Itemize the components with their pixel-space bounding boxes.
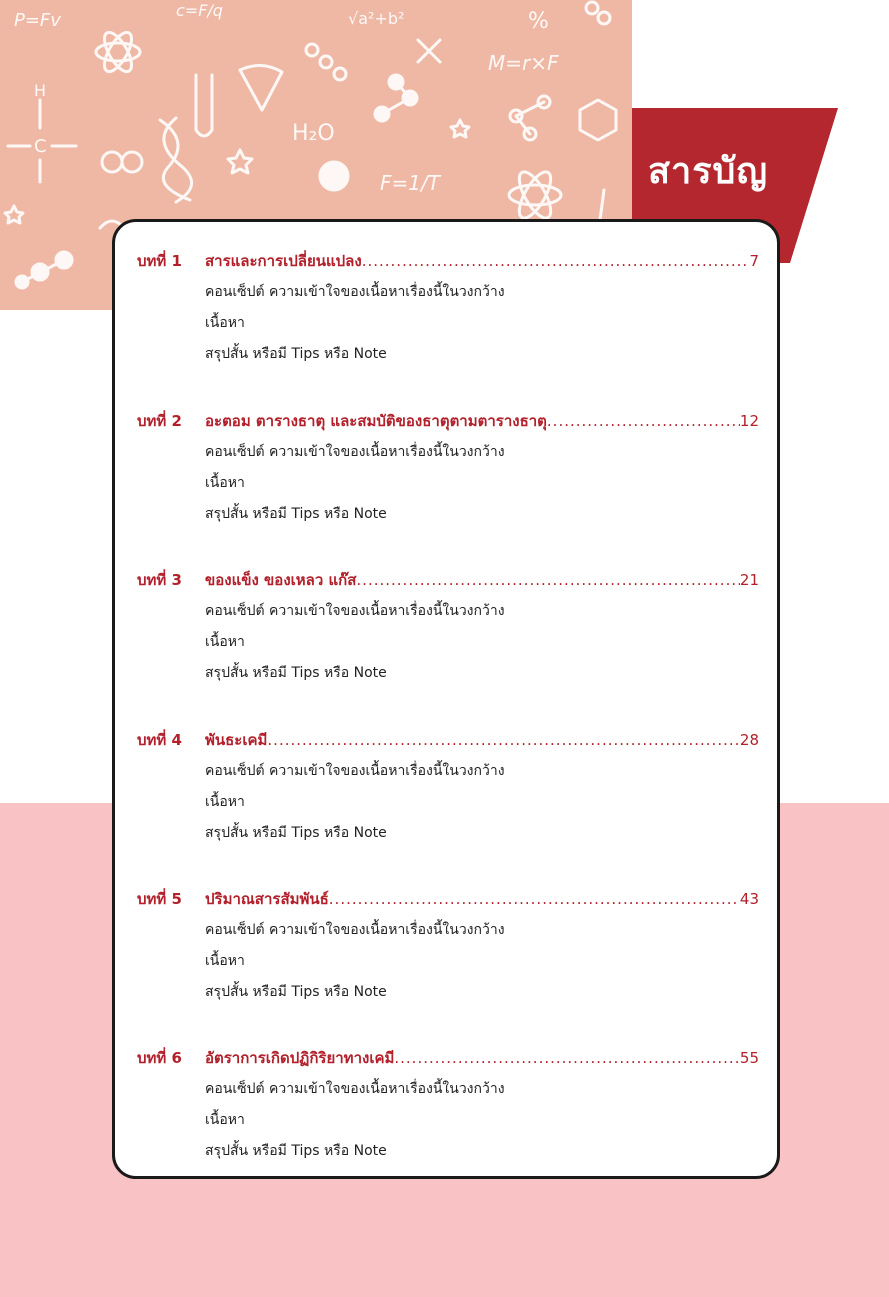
dot-leader <box>329 890 740 908</box>
chapter-1 <box>137 249 759 370</box>
page-number: 12 <box>739 412 759 430</box>
page-number: 43 <box>739 890 759 908</box>
chapter-3 <box>137 568 759 689</box>
sub-item-summary: สรุปสั้น หรือมี Tips หรือ Note <box>205 1143 387 1159</box>
formula-cfq: c=F/q <box>176 1 223 20</box>
chapter-title: ปริมาณสารสัมพันธ์ <box>205 890 329 908</box>
chapter-number: บทที่ 5 <box>137 890 182 908</box>
chapter-heading[interactable] <box>137 409 759 437</box>
sub-item-summary: สรุปสั้น หรือมี Tips หรือ Note <box>205 825 387 841</box>
page-number: 21 <box>739 571 759 589</box>
dot-leader <box>267 731 740 749</box>
chapter-heading[interactable] <box>137 728 759 756</box>
c-label: C <box>34 136 47 157</box>
table-of-contents <box>112 219 780 1179</box>
sub-item-content: เนื้อหา <box>205 953 245 969</box>
sub-item-summary: สรุปสั้น หรือมี Tips หรือ Note <box>205 506 387 522</box>
sub-item-summary: สรุปสั้น หรือมี Tips หรือ Note <box>205 346 387 362</box>
dot-leader <box>356 571 740 589</box>
formula-sqrt: √a²+b² <box>348 9 405 28</box>
page-title: สารบัญ <box>648 151 769 192</box>
chapter-number: บทที่ 4 <box>137 731 182 749</box>
chapter-heading[interactable] <box>137 568 759 596</box>
h-label: H <box>34 81 47 100</box>
formula-h2o: H₂O <box>292 121 335 146</box>
dot-leader <box>362 252 750 270</box>
chapter-2 <box>137 409 759 530</box>
chapter-title: พันธะเคมี <box>205 731 268 749</box>
sub-item-concept: คอนเซ็ปต์ ความเข้าใจของเนื้อหาเรื่องนี้ในวงกว้าง <box>205 763 505 779</box>
sub-item-content: เนื้อหา <box>205 634 245 650</box>
chapter-heading[interactable] <box>137 249 759 277</box>
dot-leader <box>547 412 740 430</box>
chapter-title: อะตอม ตารางธาตุ และสมบัติของธาตุตามตารางธาตุ <box>205 412 547 430</box>
sub-item-summary: สรุปสั้น หรือมี Tips หรือ Note <box>205 665 387 681</box>
chapter-number: บทที่ 2 <box>137 412 182 430</box>
chapter-title: อัตราการเกิดปฏิกิริยาทางเคมี <box>205 1049 395 1067</box>
sub-item-content: เนื้อหา <box>205 794 245 810</box>
sub-item-concept: คอนเซ็ปต์ ความเข้าใจของเนื้อหาเรื่องนี้ในวงกว้าง <box>205 284 505 300</box>
chapter-5 <box>137 887 759 1008</box>
sub-item-summary: สรุปสั้น หรือมี Tips หรือ Note <box>205 984 387 1000</box>
chapter-heading[interactable] <box>137 887 759 915</box>
chapter-title: สารและการเปลี่ยนแปลง <box>205 252 362 270</box>
formula-pfv: P=Fv <box>14 10 61 31</box>
sub-item-content: เนื้อหา <box>205 475 245 491</box>
sub-item-concept: คอนเซ็ปต์ ความเข้าใจของเนื้อหาเรื่องนี้ในวงกว้าง <box>205 444 505 460</box>
dot-leader <box>394 1049 740 1067</box>
page-number: 55 <box>739 1049 759 1067</box>
chapter-title: ของแข็ง ของเหลว แก๊ส <box>205 571 357 589</box>
sub-item-content: เนื้อหา <box>205 315 245 331</box>
sub-item-concept: คอนเซ็ปต์ ความเข้าใจของเนื้อหาเรื่องนี้ในวงกว้าง <box>205 1081 505 1097</box>
chapter-number: บทที่ 6 <box>137 1049 182 1067</box>
page-number: 28 <box>739 731 759 749</box>
chapter-number: บทที่ 1 <box>137 252 182 270</box>
chapter-4 <box>137 728 759 849</box>
formula-f1t: F=1/T <box>380 171 440 195</box>
svg-text:%: % <box>528 9 549 34</box>
chapter-6 <box>137 1046 759 1167</box>
sub-item-concept: คอนเซ็ปต์ ความเข้าใจของเนื้อหาเรื่องนี้ในวงกว้าง <box>205 603 505 619</box>
sub-item-content: เนื้อหา <box>205 1112 245 1128</box>
chapter-heading[interactable] <box>137 1046 759 1074</box>
chapter-number: บทที่ 3 <box>137 571 182 589</box>
formula-mrf: M=r×F <box>488 51 559 75</box>
sub-item-concept: คอนเซ็ปต์ ความเข้าใจของเนื้อหาเรื่องนี้ในวงกว้าง <box>205 922 505 938</box>
page-number: 7 <box>749 252 759 270</box>
